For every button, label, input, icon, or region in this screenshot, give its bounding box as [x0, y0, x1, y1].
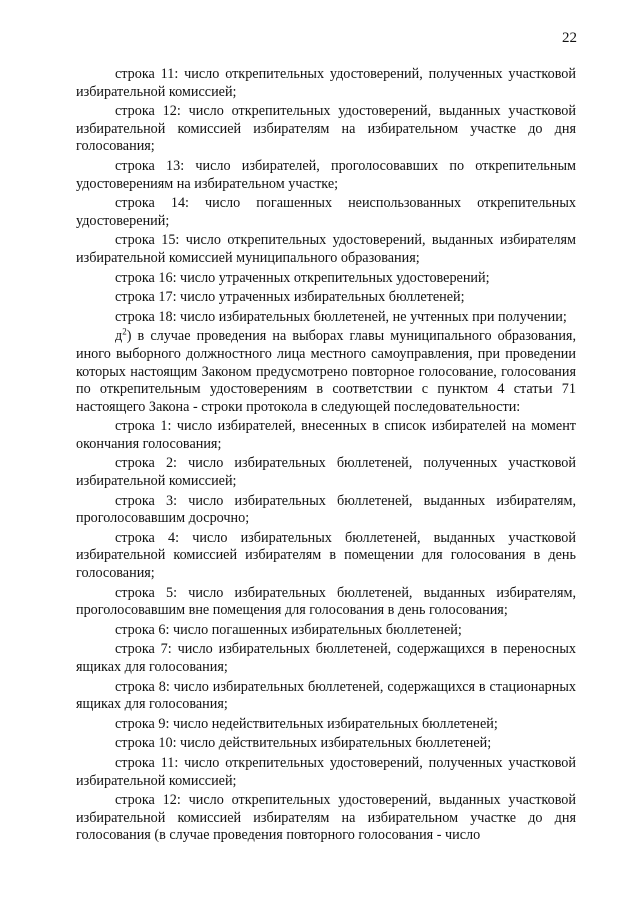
paragraph-line-18: строка 18: число избирательных бюллетеней, не учтенных при получении; — [115, 308, 567, 325]
paragraph-line-17: строка 17: число утраченных избирательных бюллетеней; — [115, 289, 465, 306]
paragraph-line-1: строка 1: число избирателей, внесенных в список избирателей на момент окончания голосования; — [76, 418, 576, 452]
paragraph-line-5: строка 5: число избирательных бюллетеней, выданных избирателям, проголосовавшим вне помещения для голосования в день голосования; — [76, 584, 576, 619]
item-letter: д — [115, 328, 123, 345]
item-superscript: 2 — [122, 326, 127, 337]
paragraph-line-3: строка 3: число избирательных бюллетеней, выданных избирателям, проголосовавшим досрочно; — [76, 492, 576, 527]
item-d2-text: в случае проведения на выборах главы муниципального образования, иного выборного должностного лица местного самоуправления, при проведении которых настоящим Законом предусмотрено повторное голосование, голосования по открепительным удостоверениям в соответствии с пунктом 4 статьи 71 настоящего Закона - строки протокола в следующей последовательности: — [76, 328, 576, 415]
paragraph-line-7: строка 7: число избирательных бюллетеней, содержащихся в переносных ящиках для голосования; — [76, 641, 576, 675]
paragraph-line-8: строка 8: число избирательных бюллетеней, содержащихся в стационарных ящиках для голосования; — [76, 678, 576, 713]
paragraph-line-14: строка 14: число погашенных неиспользованных открепительных удостоверений; — [76, 195, 576, 229]
page-number: 22 — [562, 30, 577, 46]
paragraph-line-16: строка 16: число утраченных открепительных удостоверений; — [115, 269, 490, 286]
paragraph-line-12: строка 12: число открепительных удостоверений, выданных участковой избирательной комиссией избирателям на избирательном участке до дня голосования; — [76, 103, 576, 155]
paragraph-line-13: строка 13: число избирателей, проголосовавших по открепительным удостоверениям на избирательном участке; — [76, 157, 576, 192]
paragraph-item-d2 — [76, 328, 576, 416]
paragraph-line-10: строка 10: число действительных избирательных бюллетеней; — [115, 735, 492, 752]
paragraph-line-4: строка 4: число избирательных бюллетеней, выданных участковой избирательной комиссией избирателям в помещении для голосования в день голосования; — [76, 529, 576, 582]
paragraph-line-11-second: строка 11: число открепительных удостоверений, полученных участковой избирательной комиссией; — [76, 754, 576, 789]
paragraph-line-15: строка 15: число открепительных удостоверений, выданных избирателям избирательной комиссией муниципального образования; — [76, 232, 576, 266]
paragraph-line-6: строка 6: число погашенных избирательных бюллетеней; — [115, 621, 462, 638]
paragraph-line-11: строка 11: число открепительных удостоверений, полученных участковой избирательной комиссией; — [76, 66, 576, 100]
paragraph-line-9: строка 9: число недействительных избирательных бюллетеней; — [115, 715, 498, 732]
paragraph-line-12-second: строка 12: число открепительных удостоверений, выданных участковой избирательной комиссией избирателям на избирательном участке до дня голосования (в случае проведения повторного голосования - число — [76, 792, 576, 844]
document-body — [76, 66, 576, 845]
paragraph-line-2: строка 2: число избирательных бюллетеней, полученных участковой избирательной комиссией; — [76, 455, 576, 490]
item-paren: ) — [126, 328, 132, 345]
